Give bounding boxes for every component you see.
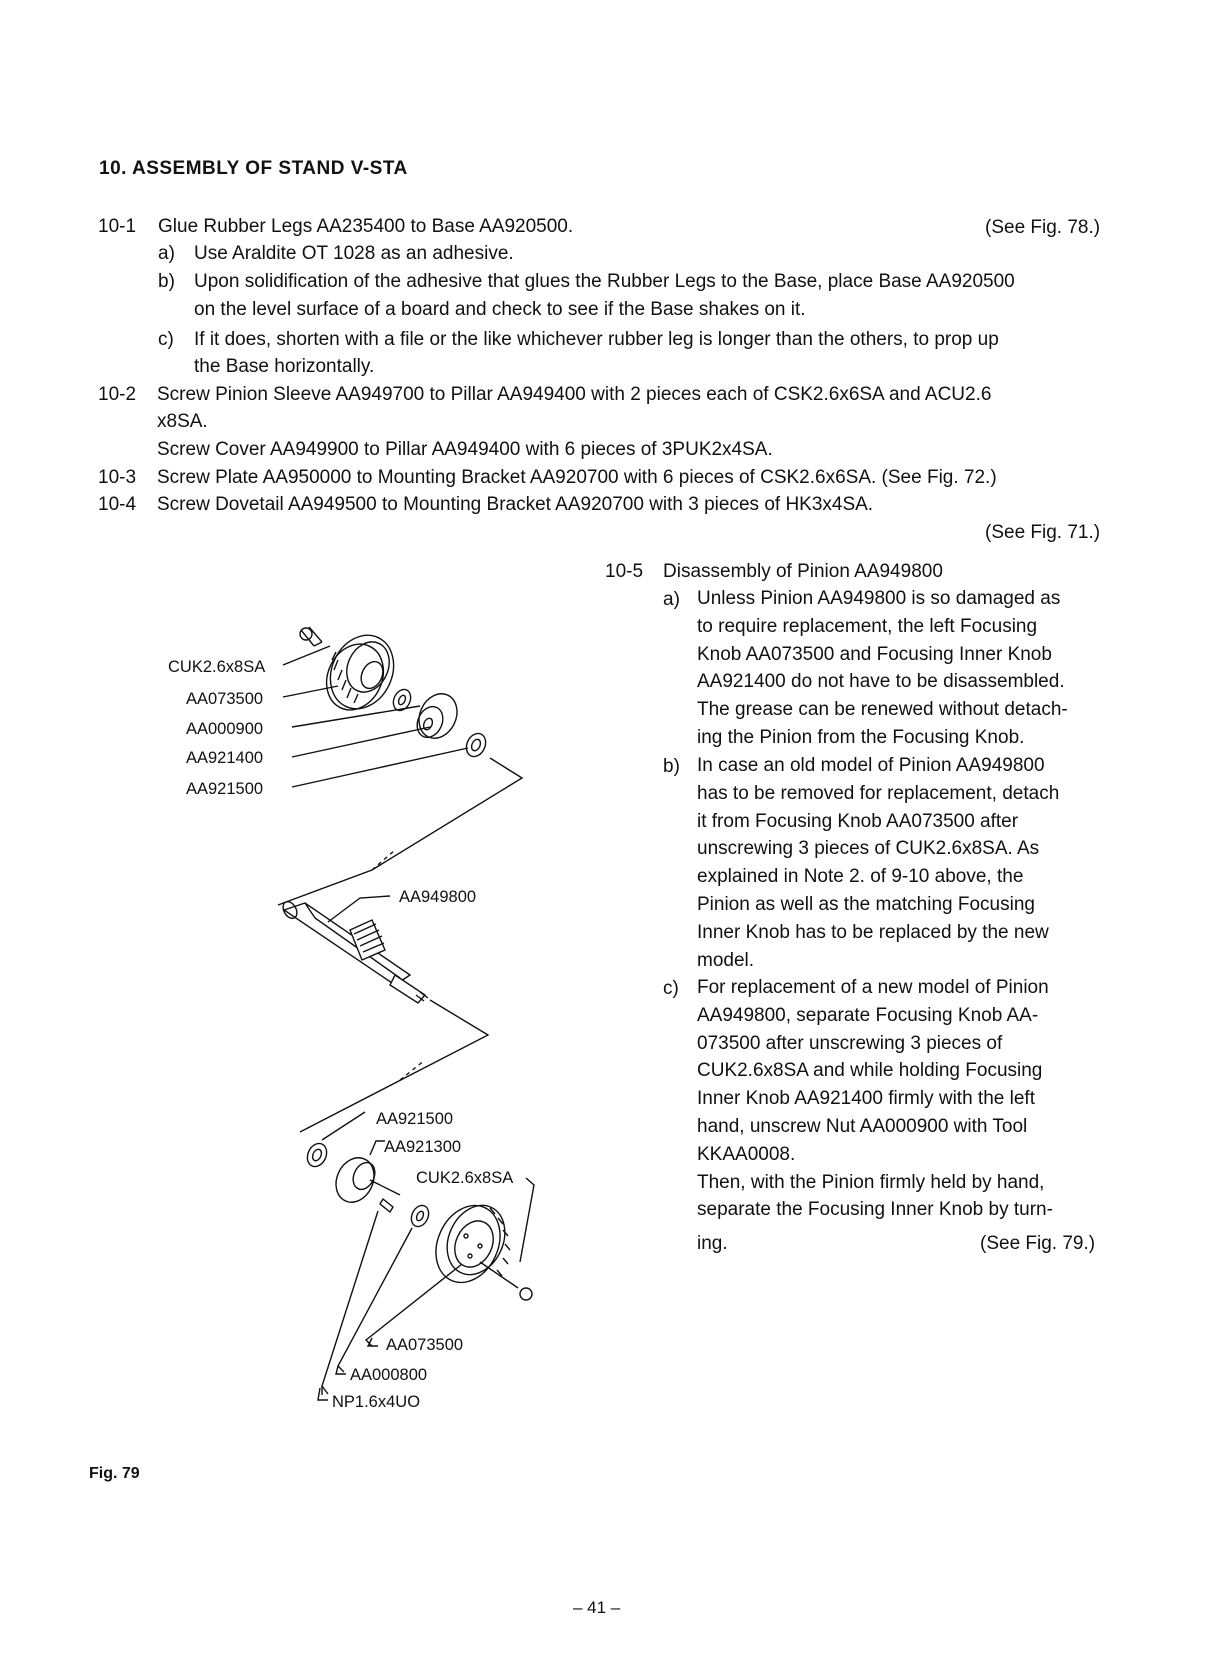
text-line: has to be removed for replacement, detach: [697, 782, 1060, 804]
text-line: 073500 after unscrewing 3 pieces of: [697, 1032, 1003, 1054]
part-label: CUK2.6x8SA: [416, 1169, 514, 1187]
step-text: Glue Rubber Legs AA235400 to Base AA920500.: [158, 216, 574, 237]
screw-drawing: [300, 627, 322, 646]
text-line: to require replacement, the left Focusing: [697, 615, 1038, 637]
text-line: For replacement of a new model of Pinion: [697, 977, 1049, 998]
washer-drawing: [304, 1140, 330, 1169]
text-line: Inner Knob has to be replaced by the new: [697, 921, 1049, 943]
figure-reference: (See Fig. 79.): [980, 1233, 1096, 1254]
substep-marker: a): [158, 243, 175, 264]
text-line: KKAA0008.: [697, 1143, 796, 1165]
pin-drawing: [380, 1199, 393, 1212]
part-label: AA000800: [350, 1366, 428, 1384]
section-heading: 10. ASSEMBLY OF STAND V-STA: [99, 158, 408, 179]
step-number: 10-2: [98, 384, 137, 405]
substep-marker: c): [663, 978, 679, 999]
text-line: In case an old model of Pinion AA949800: [697, 755, 1045, 776]
substep-text: Upon solidification of the adhesive that glues the Rubber Legs to the Base, place Base AA920500: [194, 271, 1015, 292]
text-line: separate the Focusing Inner Knob by turn-: [697, 1199, 1053, 1221]
text-line: Knob AA073500 and Focusing Inner Knob: [697, 643, 1052, 665]
substep-text: Use Araldite OT 1028 as an adhesive.: [194, 243, 514, 264]
page-number: – 41 –: [573, 1598, 621, 1617]
substep-marker: b): [158, 271, 175, 292]
text-line: AA921400 do not have to be disassembled.: [697, 671, 1065, 693]
substep-text: If it does, shorten with a file or the like whichever rubber leg is longer than the others, to prop up: [194, 329, 999, 350]
text-line: unscrewing 3 pieces of CUK2.6x8SA. As: [697, 838, 1040, 860]
text-line: Then, with the Pinion firmly held by hand,: [697, 1171, 1045, 1193]
knob-drawing: [316, 625, 405, 719]
part-label: AA921500: [376, 1110, 454, 1128]
text-line: Unless Pinion AA949800 is so damaged as: [697, 588, 1061, 609]
text-line: CUK2.6x8SA and while holding Focusing: [697, 1060, 1043, 1082]
part-label: AA921400: [186, 749, 264, 767]
text-line: it from Focusing Knob AA073500 after: [697, 810, 1019, 832]
part-label: AA921300: [384, 1138, 462, 1156]
text-line: hand, unscrew Nut AA000900 with Tool: [697, 1115, 1028, 1137]
step-number: 10-3: [98, 467, 137, 488]
inner-knob-drawing: [329, 1152, 400, 1209]
part-label: AA921500: [186, 780, 264, 798]
part-label: CUK2.6x8SA: [168, 658, 266, 676]
step-number: 10-4: [98, 494, 137, 515]
figure-caption: Fig. 79: [89, 1465, 140, 1482]
screw-drawing: [480, 1262, 532, 1300]
substep-text: the Base horizontally.: [194, 356, 375, 377]
part-label: AA000900: [186, 720, 264, 738]
figure-reference: (See Fig. 71.): [985, 522, 1101, 543]
text-line: Pinion as well as the matching Focusing: [697, 893, 1035, 915]
substep-marker: a): [663, 589, 680, 610]
text-line: ing the Pinion from the Focusing Knob.: [697, 726, 1025, 748]
text-line: The grease can be renewed without detach-: [697, 699, 1068, 721]
part-label: AA073500: [186, 690, 264, 708]
text-line: model.: [697, 949, 755, 971]
step-text: Screw Pinion Sleeve AA949700 to Pillar AA949400 with 2 pieces each of CSK2.6x6SA and ACU2.6: [157, 384, 992, 405]
step-number: 10-5: [605, 561, 644, 582]
pinion-drawing: [280, 899, 428, 1003]
step-text: Screw Dovetail AA949500 to Mounting Bracket AA920700 with 3 pieces of HK3x4SA.: [157, 494, 874, 515]
part-label: NP1.6x4UO: [332, 1393, 421, 1411]
inner-knob-drawing: [412, 688, 464, 745]
substep-marker: b): [663, 756, 680, 777]
step-text: Screw Plate AA950000 to Mounting Bracket AA920700 with 6 pieces of CSK2.6x6SA. (See Fig. 72.): [157, 467, 997, 488]
nut-drawing: [408, 1203, 432, 1230]
part-label: AA073500: [386, 1336, 464, 1354]
text-line: ing.: [697, 1233, 728, 1254]
washer-drawing: [463, 730, 489, 759]
step-text: Screw Cover AA949900 to Pillar AA949400 with 6 pieces of 3PUK2x4SA.: [157, 439, 773, 460]
knob-drawing: [424, 1195, 516, 1293]
substep-text: on the level surface of a board and check to see if the Base shakes on it.: [194, 299, 806, 320]
step-title: Disassembly of Pinion AA949800: [663, 561, 943, 582]
text-line: AA949800, separate Focusing Knob AA-: [697, 1004, 1039, 1026]
step-number: 10-1: [98, 216, 137, 237]
step-text: x8SA.: [157, 411, 208, 432]
text-line: explained in Note 2. of 9-10 above, the: [697, 866, 1024, 888]
figure-reference: (See Fig. 78.): [985, 217, 1101, 238]
part-label: AA949800: [399, 888, 477, 906]
text-line: Inner Knob AA921400 firmly with the left: [697, 1088, 1035, 1110]
substep-marker: c): [158, 329, 174, 350]
